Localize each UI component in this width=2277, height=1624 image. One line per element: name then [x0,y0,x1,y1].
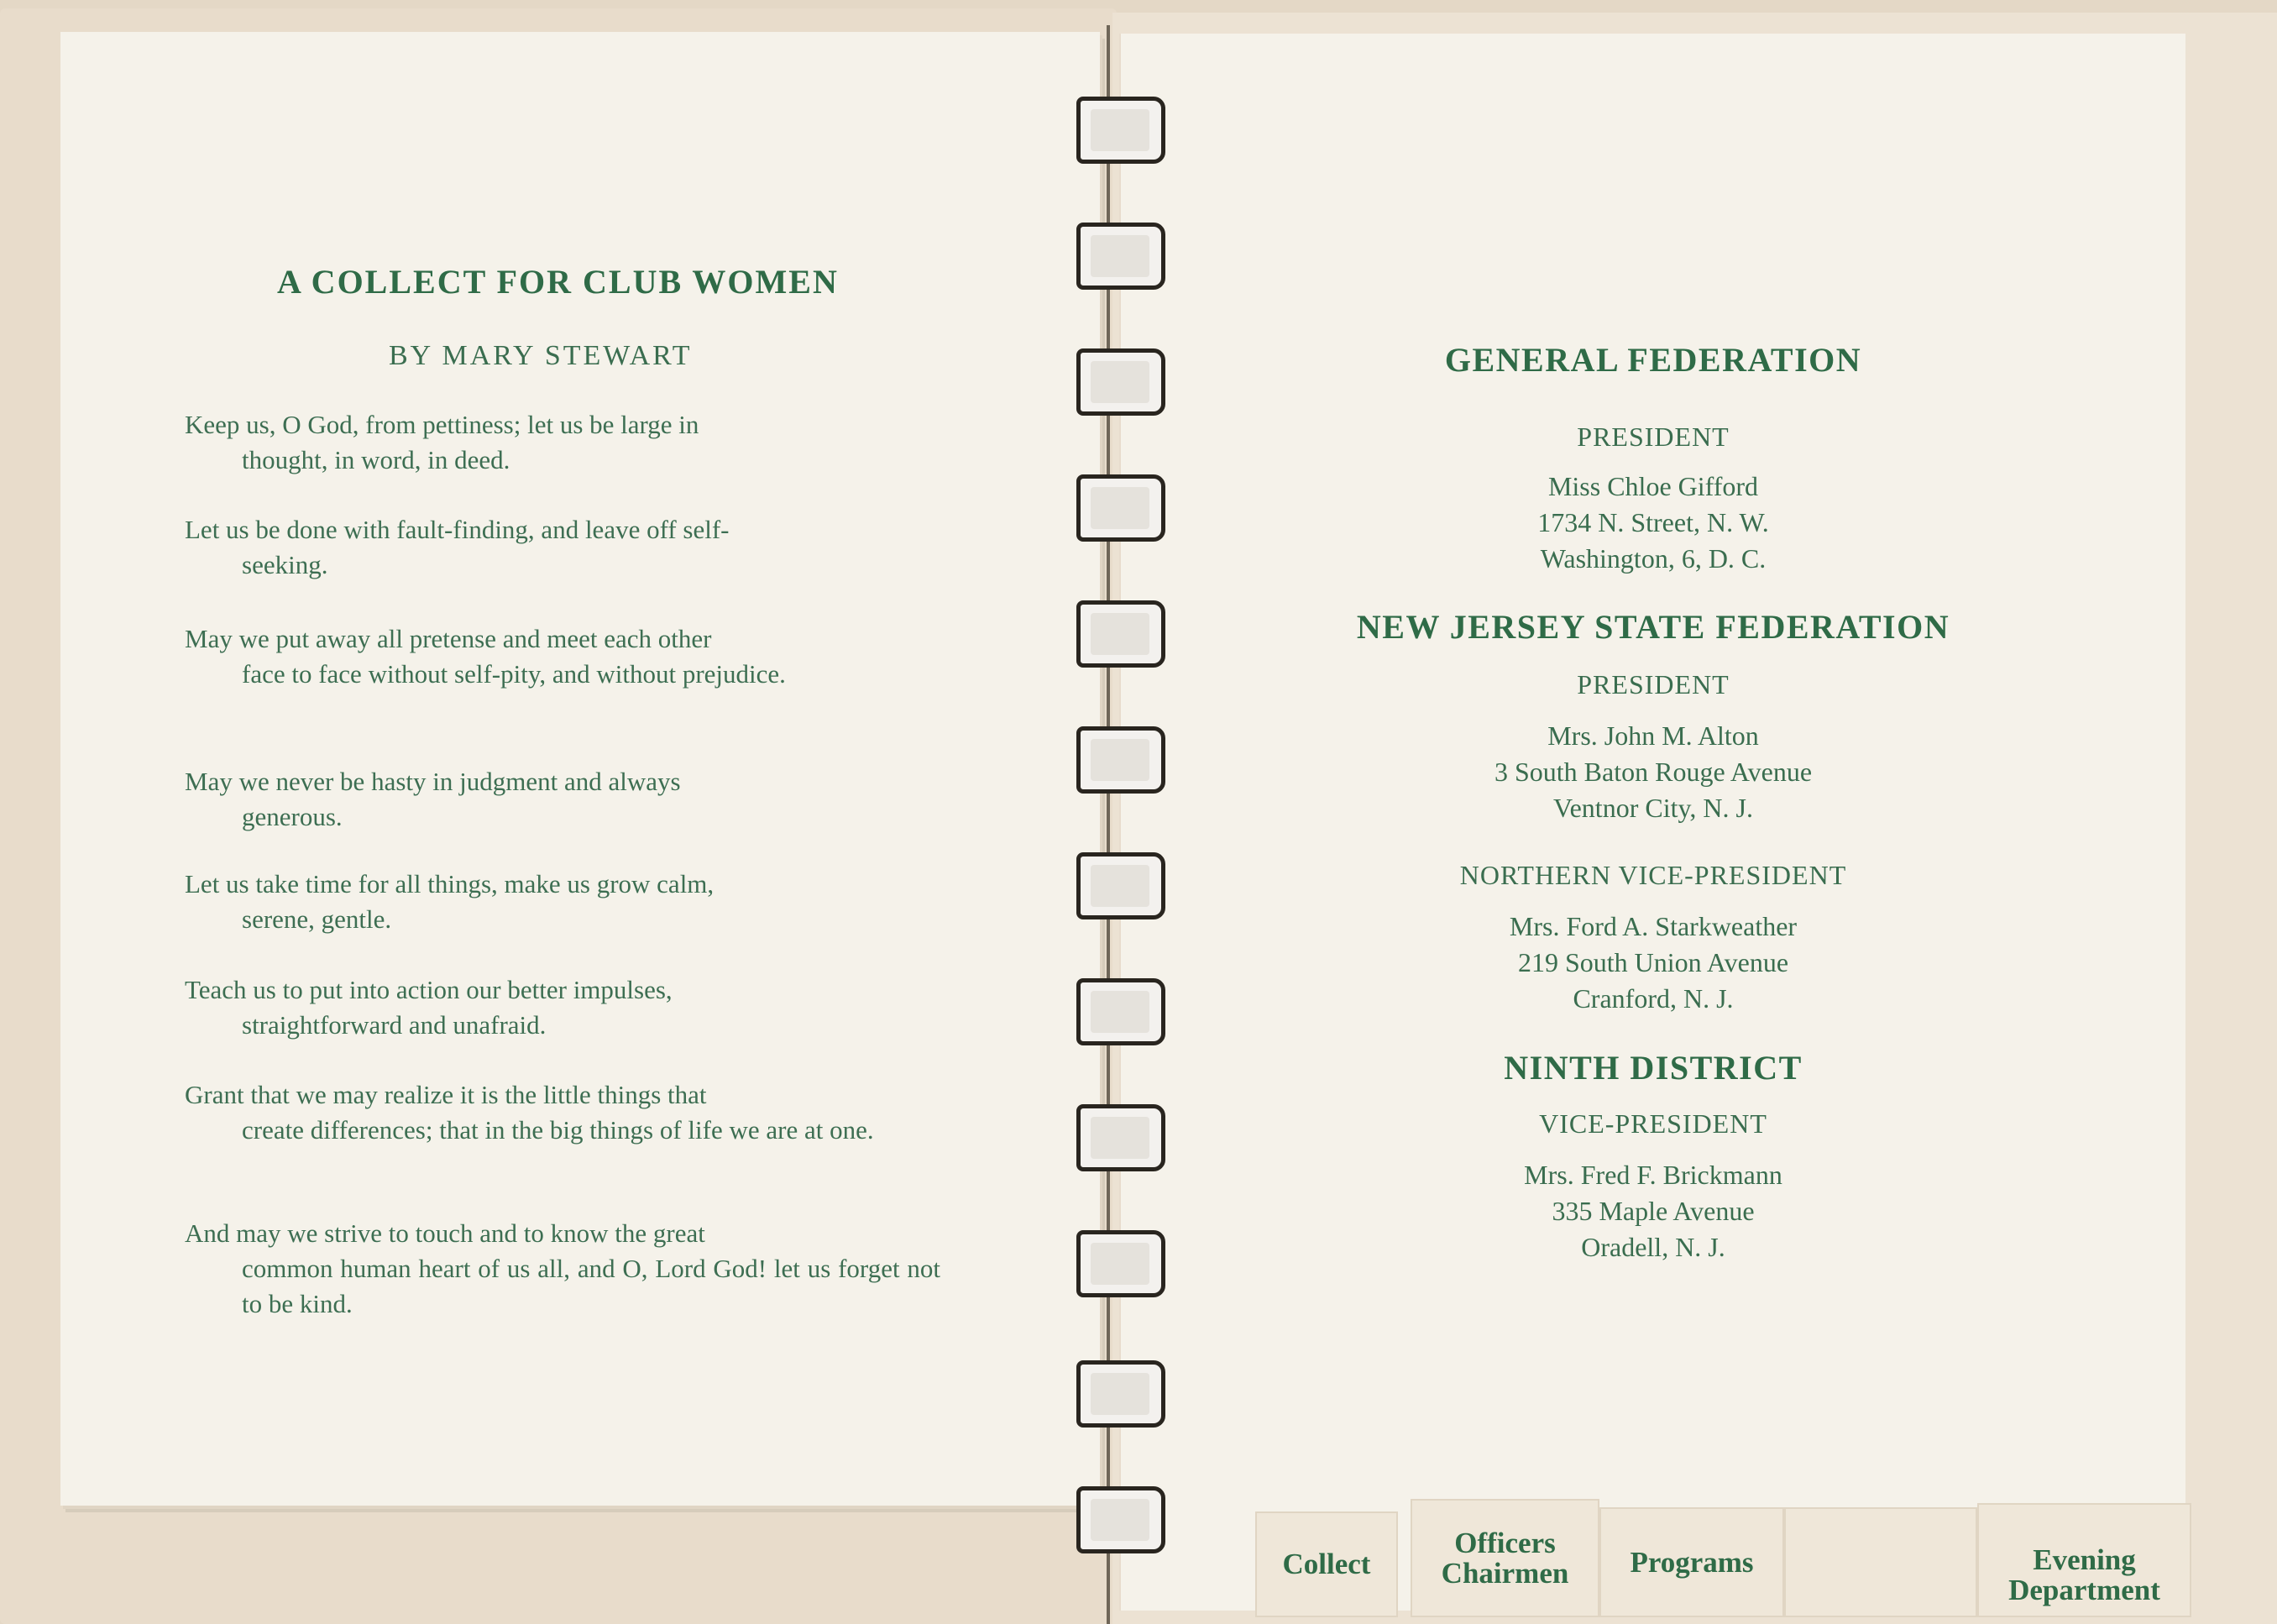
paragraph-first-line: And may we strive to touch and to know the great [185,1218,705,1248]
address-line: 1734 N. Street, N. W. [1537,507,1769,537]
paragraph-first-line: Let us take time for all things, make us grow calm, [185,869,715,898]
general-federation-heading: GENERAL FEDERATION [1444,341,1862,379]
binding-ring [1076,1486,1165,1553]
address-line: Mrs. Ford A. Starkweather [1509,911,1798,941]
tab-department-label: Department [2008,1574,2160,1606]
nj-address [1121,718,2185,826]
paragraph-first-line: Grant that we may realize it is the little things that [185,1080,707,1109]
paragraph-continuation: serene, gentle. [242,904,392,934]
address-line: 3 South Baton Rouge Avenue [1494,757,1813,787]
collect-paragraph [185,621,940,692]
tab-collect[interactable] [1255,1511,1398,1617]
ninth-district-heading: NINTH DISTRICT [1504,1049,1803,1087]
binding-ring [1076,348,1165,416]
northern-role: NORTHERN VICE-PRESIDENT [1459,860,1847,890]
binding-ring [1076,852,1165,919]
binding-ring [1076,726,1165,794]
collect-paragraph [185,867,940,937]
address-line: Oradell, N. J. [1581,1232,1725,1262]
address-line: Ventnor City, N. J. [1553,793,1753,823]
collect-paragraph [185,512,940,583]
tab-programs-label: Programs [1630,1545,1754,1579]
tab-collect-label: Collect [1282,1548,1371,1580]
address-line: Washington, 6, D. C. [1540,543,1767,574]
paragraph-first-line: May we never be hasty in judgment and always [185,767,681,796]
tab-evening-label: Evening [2033,1543,2136,1576]
northern-address [1121,909,2185,1017]
collect-paragraph [185,1077,940,1148]
ninth-address [1121,1157,2185,1265]
binding-ring [1076,1360,1165,1428]
binding-ring [1076,97,1165,164]
address-line: Miss Chloe Gifford [1547,471,1759,501]
address-line: 335 Maple Avenue [1552,1196,1755,1226]
collect-title: A COLLECT FOR CLUB WOMEN [277,263,839,301]
tab-officers-chairmen[interactable] [1411,1499,1599,1617]
paragraph-continuation: straightforward and unafraid. [242,1010,547,1040]
tab-evening-department[interactable] [1977,1503,2191,1617]
paragraph-first-line: Keep us, O God, from pettiness; let us be large in [185,410,699,439]
collect-paragraph [185,764,940,835]
binding-ring [1076,223,1165,290]
paragraph-first-line: Teach us to put into action our better impulses, [185,975,673,1004]
paragraph-continuation: common human heart of us all, and O, Lord God! let us forget not to be kind. [242,1254,940,1318]
paragraph-continuation: face to face without self-pity, and without prejudice. [242,659,786,689]
paragraph-first-line: Let us be done with fault-finding, and leave off self- [185,515,730,544]
paragraph-continuation: generous. [242,802,343,831]
collect-paragraph [185,972,940,1043]
tab-blank[interactable] [1784,1507,1977,1617]
general-role: PRESIDENT [1577,422,1730,452]
nj-federation-heading: NEW JERSEY STATE FEDERATION [1356,608,1950,646]
collect-paragraph [185,407,940,478]
paragraph-first-line: May we put away all pretense and meet each other [185,624,712,653]
tab-programs[interactable] [1599,1507,1784,1617]
binding-ring [1076,474,1165,542]
ninth-role: VICE-PRESIDENT [1539,1108,1767,1139]
nj-role: PRESIDENT [1577,669,1730,699]
binding-ring [1076,1104,1165,1171]
address-line: Cranford, N. J. [1573,983,1734,1014]
address-line: Mrs. John M. Alton [1547,720,1759,751]
binding-ring [1076,600,1165,668]
general-address [1121,469,2185,577]
binding-ring [1076,978,1165,1045]
address-line: Mrs. Fred F. Brickmann [1524,1160,1782,1190]
collect-author: BY MARY STEWART [389,340,693,371]
paragraph-continuation: thought, in word, in deed. [242,445,510,474]
address-line: 219 South Union Avenue [1517,947,1789,977]
paragraph-continuation: create differences; that in the big things of life we are at one. [242,1115,874,1145]
tab-officers-label: Officers [1454,1526,1556,1559]
collect-paragraph [185,1216,940,1322]
tab-chairmen-label: Chairmen [1441,1556,1569,1590]
binding-ring [1076,1230,1165,1297]
paragraph-continuation: seeking. [242,550,328,579]
